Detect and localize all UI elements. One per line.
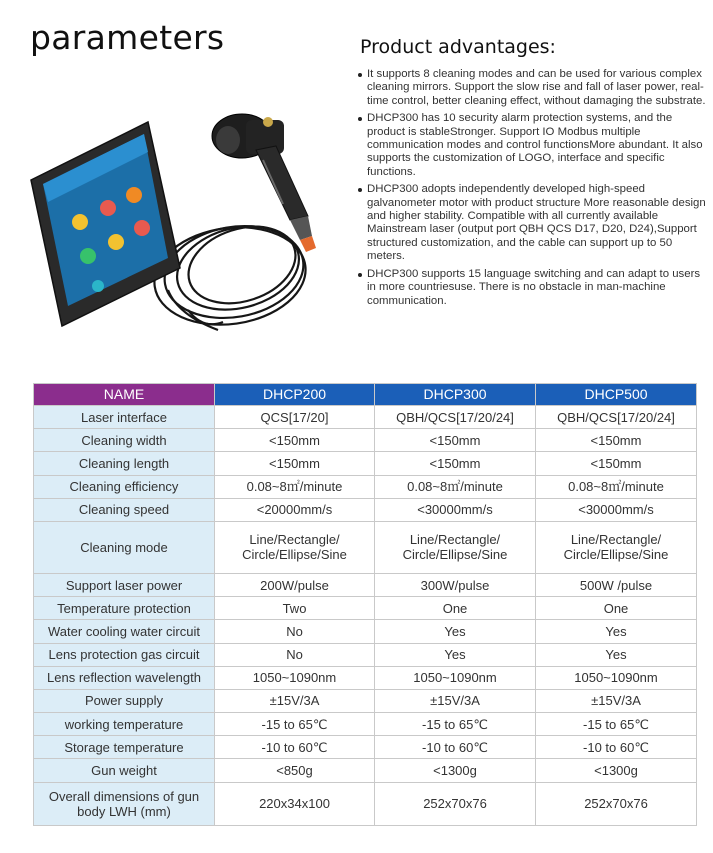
table-row	[34, 782, 697, 825]
row-value: One	[536, 597, 697, 620]
row-value: No	[215, 643, 375, 666]
table-row	[34, 498, 697, 521]
header-dhcp300: DHCP300	[375, 384, 536, 406]
row-value: <150mm	[215, 452, 375, 475]
row-value: 252x70x76	[375, 782, 536, 825]
row-value: -10 to 60℃	[215, 736, 375, 759]
header-name: NAME	[34, 384, 215, 406]
row-value: -10 to 60℃	[375, 736, 536, 759]
table-row	[34, 429, 697, 452]
row-value: No	[215, 620, 375, 643]
row-value: 0.08~8㎡/minute	[215, 475, 375, 498]
row-value: QCS[17/20]	[215, 406, 375, 429]
header-dhcp200: DHCP200	[215, 384, 375, 406]
row-value: <20000mm/s	[215, 498, 375, 521]
row-label: Cleaning speed	[34, 498, 215, 521]
table-row	[34, 521, 697, 573]
row-value: Line/Rectangle/ Circle/Ellipse/Sine	[536, 521, 697, 573]
row-value: <30000mm/s	[536, 498, 697, 521]
row-value: <150mm	[375, 452, 536, 475]
table-row	[34, 620, 697, 643]
table-row	[34, 452, 697, 475]
row-label: Lens reflection wavelength	[34, 666, 215, 689]
row-value: QBH/QCS[17/20/24]	[536, 406, 697, 429]
row-value: ±15V/3A	[215, 689, 375, 712]
row-value: Yes	[536, 643, 697, 666]
row-value: <150mm	[375, 429, 536, 452]
row-value: <150mm	[536, 452, 697, 475]
row-label: Cleaning mode	[34, 521, 215, 573]
advantages-title: Product advantages:	[360, 36, 556, 58]
advantages-list	[356, 68, 706, 312]
table-row	[34, 736, 697, 759]
table-row	[34, 643, 697, 666]
row-value: <150mm	[536, 429, 697, 452]
advantage-item: DHCP300 supports 15 language switching and can adapt to users in more countriesuse. There is no obstacle in man-machine communication.	[356, 268, 706, 308]
product-image	[28, 100, 338, 350]
row-value: 0.08~8㎡/minute	[375, 475, 536, 498]
row-label: Gun weight	[34, 759, 215, 782]
row-value: -10 to 60℃	[536, 736, 697, 759]
row-label: working temperature	[34, 713, 215, 736]
row-value: 220x34x100	[215, 782, 375, 825]
table-row	[34, 713, 697, 736]
row-value: 1050~1090nm	[215, 666, 375, 689]
row-value: One	[375, 597, 536, 620]
row-label: Cleaning efficiency	[34, 475, 215, 498]
row-value: 300W/pulse	[375, 573, 536, 596]
page-title: parameters	[30, 18, 225, 57]
row-value: 1050~1090nm	[536, 666, 697, 689]
row-label: Water cooling water circuit	[34, 620, 215, 643]
spec-table	[33, 383, 697, 826]
row-label: Cleaning width	[34, 429, 215, 452]
header-dhcp500: DHCP500	[536, 384, 697, 406]
row-value: -15 to 65℃	[215, 713, 375, 736]
table-row	[34, 573, 697, 596]
table-row	[34, 597, 697, 620]
row-value: <30000mm/s	[375, 498, 536, 521]
row-value: Two	[215, 597, 375, 620]
row-value: -15 to 65℃	[375, 713, 536, 736]
row-value: ±15V/3A	[375, 689, 536, 712]
table-row	[34, 759, 697, 782]
row-label: Laser interface	[34, 406, 215, 429]
row-value: <1300g	[536, 759, 697, 782]
row-value: <850g	[215, 759, 375, 782]
row-value: 200W/pulse	[215, 573, 375, 596]
row-value: <150mm	[215, 429, 375, 452]
row-value: Line/Rectangle/ Circle/Ellipse/Sine	[375, 521, 536, 573]
advantage-item: DHCP300 has 10 security alarm protection systems, and the product is stableStronger. Support IO Modbus multiple communication modes and control functionsMore abundant. It also supports the customization of LOGO, interface and specific functions.	[356, 112, 706, 179]
row-value: <1300g	[375, 759, 536, 782]
row-value: Yes	[375, 643, 536, 666]
table-row	[34, 475, 697, 498]
row-value: 0.08~8㎡/minute	[536, 475, 697, 498]
row-label: Temperature protection	[34, 597, 215, 620]
table-row	[34, 689, 697, 712]
table-row	[34, 406, 697, 429]
row-label: Power supply	[34, 689, 215, 712]
row-label: Overall dimensions of gun body LWH (mm)	[34, 782, 215, 825]
row-label: Lens protection gas circuit	[34, 643, 215, 666]
row-value: Line/Rectangle/ Circle/Ellipse/Sine	[215, 521, 375, 573]
row-value: Yes	[536, 620, 697, 643]
row-value: 500W /pulse	[536, 573, 697, 596]
row-value: -15 to 65℃	[536, 713, 697, 736]
row-value: 252x70x76	[536, 782, 697, 825]
row-value: ±15V/3A	[536, 689, 697, 712]
row-label: Storage temperature	[34, 736, 215, 759]
row-label: Support laser power	[34, 573, 215, 596]
row-value: QBH/QCS[17/20/24]	[375, 406, 536, 429]
advantage-item: It supports 8 cleaning modes and can be used for various complex cleaning mirrors. Support the slow rise and fall of laser power, real-time control, better cleaning effect, without damaging the substrate.	[356, 68, 706, 108]
table-row	[34, 666, 697, 689]
row-value: Yes	[375, 620, 536, 643]
row-label: Cleaning length	[34, 452, 215, 475]
row-value: 1050~1090nm	[375, 666, 536, 689]
advantage-item: DHCP300 adopts independently developed high-speed galvanometer motor with product structure More reasonable design and higher stability. Compatible with all currently available Mainstream laser (output port QBH QCS D17, D20, D24),Support structured customization, and the cable can support up to 50 meters.	[356, 183, 706, 263]
